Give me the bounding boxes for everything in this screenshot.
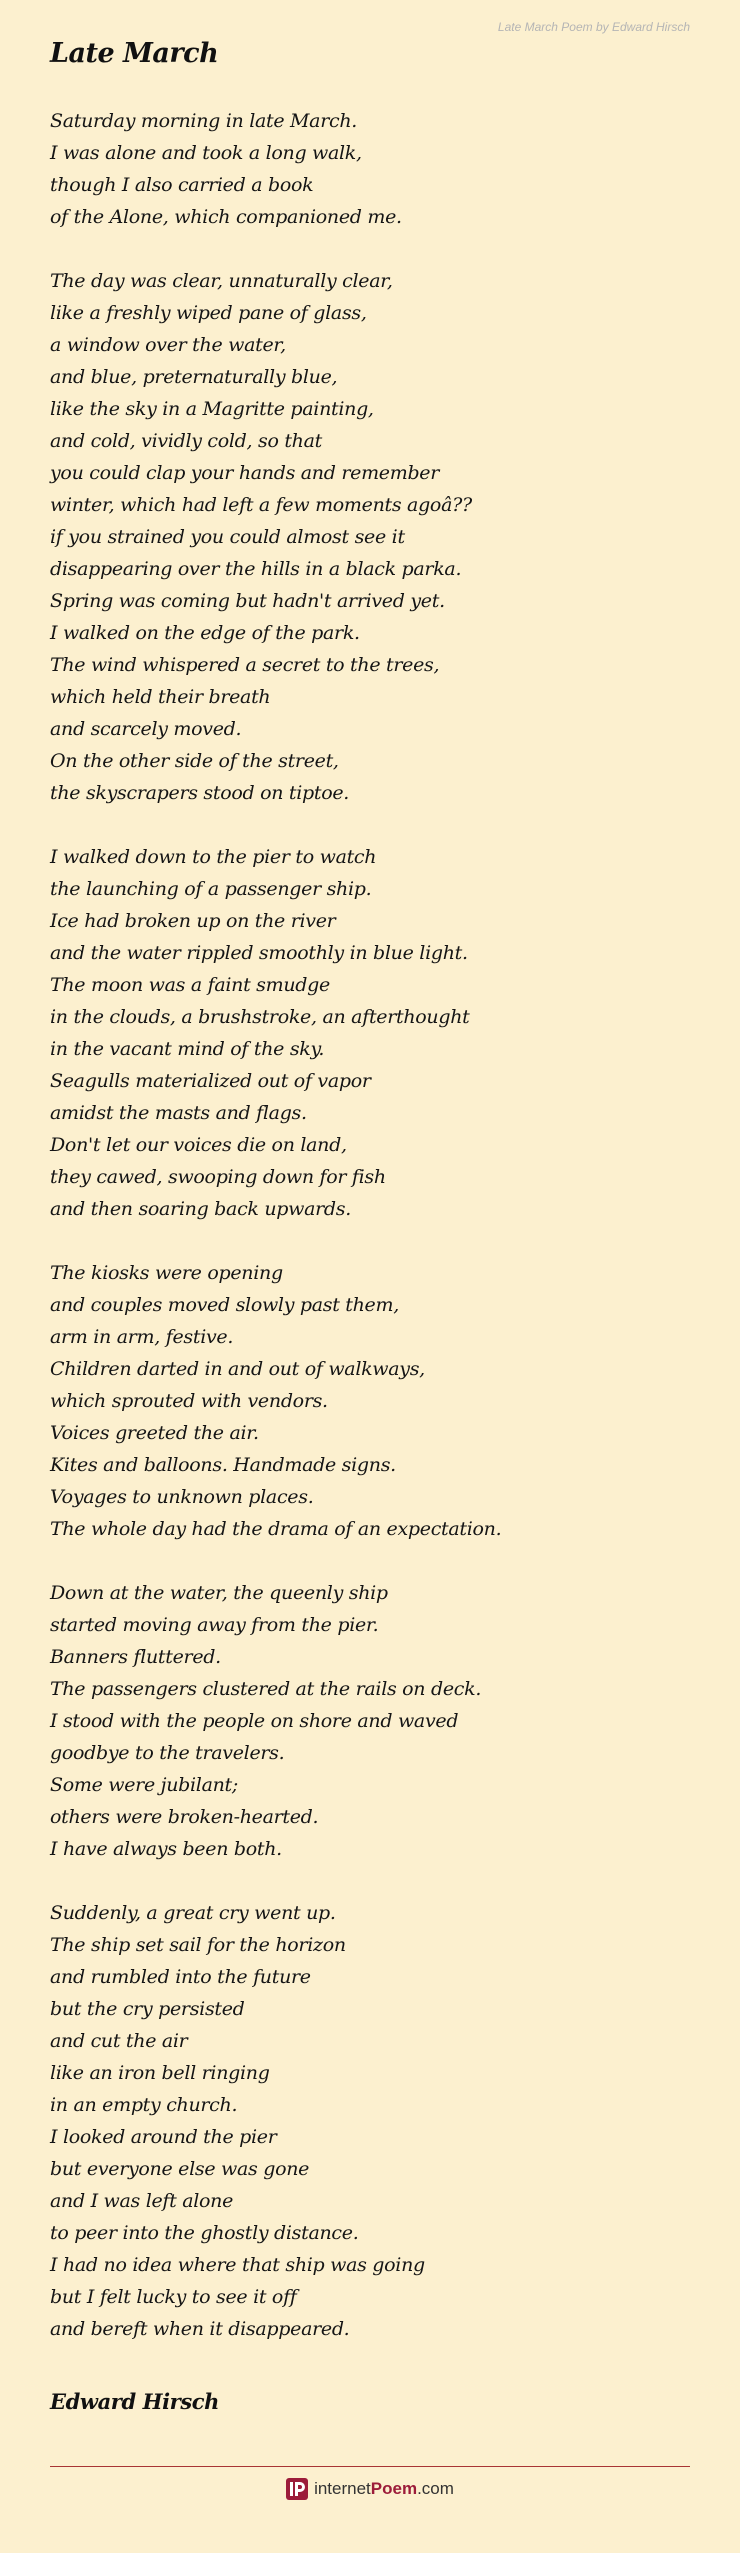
poem-line: I looked around the pier xyxy=(50,2126,277,2148)
poem-line: The moon was a faint smudge xyxy=(50,974,330,996)
poem-line: and blue, preternaturally blue, xyxy=(50,366,338,388)
poem-line: winter, which had left a few moments agoâ?? xyxy=(50,494,472,516)
poem-line: the skyscrapers stood on tiptoe. xyxy=(50,782,350,804)
poem-title: Late March xyxy=(50,38,219,69)
poem-line: Down at the water, the queenly ship xyxy=(50,1582,388,1604)
header-caption: Late March Poem by Edward Hirsch xyxy=(497,20,690,34)
brand-text-internet: internet xyxy=(314,2479,371,2498)
poem-line: arm in arm, festive. xyxy=(50,1326,234,1348)
poem-line: Seagulls materialized out of vapor xyxy=(50,1070,371,1092)
poem-line: I had no idea where that ship was going xyxy=(50,2254,425,2276)
poem-line: like the sky in a Magritte painting, xyxy=(50,398,374,420)
poem-line: Voyages to unknown places. xyxy=(50,1486,314,1508)
poem-line: and then soaring back upwards. xyxy=(50,1198,351,1220)
poem-line: Saturday morning in late March. xyxy=(50,110,358,132)
poem-line: Children darted in and out of walkways, xyxy=(50,1358,425,1380)
poem-line: The passengers clustered at the rails on deck. xyxy=(50,1678,482,1700)
poem-line: I walked on the edge of the park. xyxy=(50,622,360,644)
poem-stanza xyxy=(50,105,690,233)
poem-stanza xyxy=(50,1577,690,1865)
poem-line: in the clouds, a brushstroke, an afterthought xyxy=(50,1006,470,1028)
poem-stanza xyxy=(50,1257,690,1545)
poem-line: I walked down to the pier to watch xyxy=(50,846,377,868)
poem-line: and rumbled into the future xyxy=(50,1966,311,1988)
poem-line: a window over the water, xyxy=(50,334,286,356)
poem-line: and the water rippled smoothly in blue light. xyxy=(50,942,468,964)
poem-line: I have always been both. xyxy=(50,1838,282,1860)
poem-line: but I felt lucky to see it off xyxy=(50,2286,297,2308)
poem-stanza xyxy=(50,1897,690,2345)
footer-divider xyxy=(50,2466,690,2467)
poem-line: amidst the masts and flags. xyxy=(50,1102,307,1124)
poem-stanza xyxy=(50,841,690,1225)
poem-line: Some were jubilant; xyxy=(50,1774,238,1796)
poem-line: The whole day had the drama of an expectation. xyxy=(50,1518,502,1540)
poem-author: Edward Hirsch xyxy=(50,2389,219,2414)
poem-line: which sprouted with vendors. xyxy=(50,1390,328,1412)
poem-line: in the vacant mind of the sky. xyxy=(50,1038,325,1060)
poem-line: The ship set sail for the horizon xyxy=(50,1934,346,1956)
poem-line: like a freshly wiped pane of glass, xyxy=(50,302,367,324)
poem-body xyxy=(50,105,690,2377)
poem-line: others were broken-hearted. xyxy=(50,1806,319,1828)
poem-line: Spring was coming but hadn't arrived yet. xyxy=(50,590,445,612)
poem-line: and cut the air xyxy=(50,2030,188,2052)
poem-line: Kites and balloons. Handmade signs. xyxy=(50,1454,396,1476)
poem-line: and couples moved slowly past them, xyxy=(50,1294,399,1316)
footer-brand-link[interactable] xyxy=(0,2478,740,2500)
poem-line: you could clap your hands and remember xyxy=(50,462,440,484)
poem-line: goodbye to the travelers. xyxy=(50,1742,285,1764)
poem-line: to peer into the ghostly distance. xyxy=(50,2222,359,2244)
poem-line: in an empty church. xyxy=(50,2094,238,2116)
brand-text xyxy=(314,2478,454,2500)
poem-line: and scarcely moved. xyxy=(50,718,242,740)
poem-line: of the Alone, which companioned me. xyxy=(50,206,402,228)
poem-line: The kiosks were opening xyxy=(50,1262,283,1284)
poem-line: Voices greeted the air. xyxy=(50,1422,259,1444)
internetpoem-logo-icon xyxy=(286,2478,308,2500)
poem-line: and bereft when it disappeared. xyxy=(50,2318,350,2340)
poem-line: and cold, vividly cold, so that xyxy=(50,430,322,452)
poem-line: Don't let our voices die on land, xyxy=(50,1134,347,1156)
poem-line: I was alone and took a long walk, xyxy=(50,142,362,164)
poem-line: The wind whispered a secret to the trees, xyxy=(50,654,440,676)
poem-stanza xyxy=(50,265,690,809)
poem-line: Suddenly, a great cry went up. xyxy=(50,1902,336,1924)
poem-line: Banners fluttered. xyxy=(50,1646,221,1668)
poem-line: but the cry persisted xyxy=(50,1998,245,2020)
poem-line: The day was clear, unnaturally clear, xyxy=(50,270,393,292)
brand-text-poem: Poem xyxy=(370,2479,418,2498)
poem-line: if you strained you could almost see it xyxy=(50,526,405,548)
poem-line: started moving away from the pier. xyxy=(50,1614,379,1636)
poem-line: I stood with the people on shore and waved xyxy=(50,1710,459,1732)
poem-line: disappearing over the hills in a black parka. xyxy=(50,558,462,580)
brand-text-com: .com xyxy=(417,2479,454,2498)
poem-line: the launching of a passenger ship. xyxy=(50,878,372,900)
poem-line: though I also carried a book xyxy=(50,174,314,196)
poem-line: but everyone else was gone xyxy=(50,2158,310,2180)
poem-line: On the other side of the street, xyxy=(50,750,339,772)
poem-line: Ice had broken up on the river xyxy=(50,910,336,932)
poem-line: and I was left alone xyxy=(50,2190,234,2212)
poem-line: which held their breath xyxy=(50,686,271,708)
poem-line: like an iron bell ringing xyxy=(50,2062,270,2084)
poem-line: they cawed, swooping down for fish xyxy=(50,1166,386,1188)
